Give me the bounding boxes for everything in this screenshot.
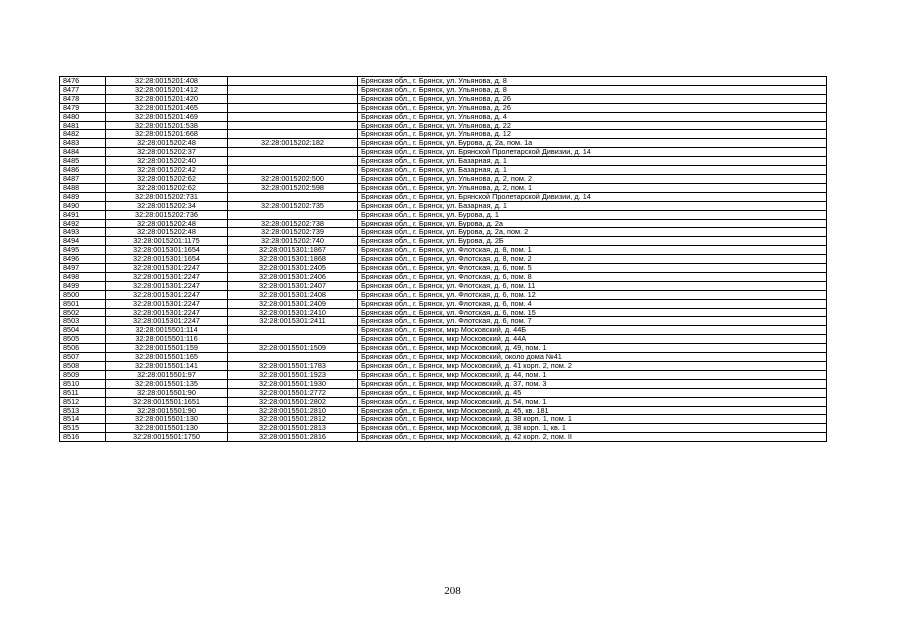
registry-table-body <box>60 77 827 442</box>
row-number-cell: 8494 <box>60 237 106 246</box>
table-row <box>60 406 827 415</box>
address-cell: Брянская обл., г. Брянск, ул. Флотская, д. 8, пом. 2 <box>358 255 827 264</box>
object-number-cell: 32:28:0015202:735 <box>228 201 358 210</box>
address-cell: Брянская обл., г. Брянск, ул. Ульянова, д. 26 <box>358 94 827 103</box>
address-cell: Брянская обл., г. Брянск, ул. Флотская, д. 6, пом. 7 <box>358 317 827 326</box>
cadastral-number-cell: 32:28:0015301:2247 <box>106 299 228 308</box>
table-row <box>60 370 827 379</box>
table-row <box>60 201 827 210</box>
object-number-cell: 32:28:0015202:740 <box>228 237 358 246</box>
address-cell: Брянская обл., г. Брянск, мкр Московский, д. 49, пом. 1 <box>358 344 827 353</box>
table-row <box>60 308 827 317</box>
row-number-cell: 8497 <box>60 264 106 273</box>
object-number-cell: 32:28:0015501:1930 <box>228 379 358 388</box>
row-number-cell: 8510 <box>60 379 106 388</box>
address-cell: Брянская обл., г. Брянск, ул. Бурова, д. 2а <box>358 219 827 228</box>
address-cell: Брянская обл., г. Брянск, ул. Ульянова, д. 22 <box>358 121 827 130</box>
object-number-cell: 32:28:0015301:1868 <box>228 255 358 264</box>
object-number-cell: 32:28:0015202:598 <box>228 183 358 192</box>
object-number-cell <box>228 130 358 139</box>
object-number-cell: 32:28:0015301:2405 <box>228 264 358 273</box>
address-cell: Брянская обл., г. Брянск, ул. Ульянова, д. 26 <box>358 103 827 112</box>
object-number-cell <box>228 353 358 362</box>
cadastral-number-cell: 32:28:0015501:165 <box>106 353 228 362</box>
table-row <box>60 237 827 246</box>
address-cell: Брянская обл., г. Брянск, ул. Флотская, д. 8, пом. 1 <box>358 246 827 255</box>
row-number-cell: 8485 <box>60 157 106 166</box>
object-number-cell: 32:28:0015501:2802 <box>228 397 358 406</box>
table-row <box>60 228 827 237</box>
cadastral-number-cell: 32:28:0015202:40 <box>106 157 228 166</box>
row-number-cell: 8503 <box>60 317 106 326</box>
row-number-cell: 8480 <box>60 112 106 121</box>
address-cell: Брянская обл., г. Брянск, ул. Базарная, д. 1 <box>358 166 827 175</box>
table-row <box>60 317 827 326</box>
row-number-cell: 8482 <box>60 130 106 139</box>
object-number-cell: 32:28:0015301:2409 <box>228 299 358 308</box>
row-number-cell: 8483 <box>60 139 106 148</box>
row-number-cell: 8504 <box>60 326 106 335</box>
table-row <box>60 281 827 290</box>
row-number-cell: 8495 <box>60 246 106 255</box>
object-number-cell: 32:28:0015301:1867 <box>228 246 358 255</box>
table-row <box>60 264 827 273</box>
table-row <box>60 219 827 228</box>
address-cell: Брянская обл., г. Брянск, ул. Брянской Пролетарской Дивизии, д. 14 <box>358 148 827 157</box>
row-number-cell: 8490 <box>60 201 106 210</box>
cadastral-number-cell: 32:28:0015501:135 <box>106 379 228 388</box>
row-number-cell: 8476 <box>60 77 106 86</box>
cadastral-number-cell: 32:28:0015202:37 <box>106 148 228 157</box>
address-cell: Брянская обл., г. Брянск, мкр Московский, около дома №41 <box>358 353 827 362</box>
address-cell: Брянская обл., г. Брянск, ул. Ульянова, д. 2, пом. 1 <box>358 183 827 192</box>
table-row <box>60 344 827 353</box>
object-number-cell <box>228 112 358 121</box>
cadastral-number-cell: 32:28:0015301:2247 <box>106 272 228 281</box>
row-number-cell: 8479 <box>60 103 106 112</box>
address-cell: Брянская обл., г. Брянск, ул. Бурова, д. 2а, пом. 1а <box>358 139 827 148</box>
object-number-cell: 32:28:0015202:182 <box>228 139 358 148</box>
cadastral-number-cell: 32:28:0015201:469 <box>106 112 228 121</box>
address-cell: Брянская обл., г. Брянск, ул. Флотская, д. 6, пом. 11 <box>358 281 827 290</box>
row-number-cell: 8489 <box>60 192 106 201</box>
cadastral-number-cell: 32:28:0015201:420 <box>106 94 228 103</box>
table-row <box>60 290 827 299</box>
address-cell: Брянская обл., г. Брянск, мкр Московский, д. 37, пом. 3 <box>358 379 827 388</box>
table-row <box>60 85 827 94</box>
cadastral-number-cell: 32:28:0015501:97 <box>106 370 228 379</box>
table-row <box>60 379 827 388</box>
table-row <box>60 272 827 281</box>
object-number-cell <box>228 103 358 112</box>
row-number-cell: 8509 <box>60 370 106 379</box>
object-number-cell <box>228 192 358 201</box>
row-number-cell: 8507 <box>60 353 106 362</box>
row-number-cell: 8506 <box>60 344 106 353</box>
row-number-cell: 8501 <box>60 299 106 308</box>
object-number-cell: 32:28:0015501:2813 <box>228 424 358 433</box>
address-cell: Брянская обл., г. Брянск, ул. Базарная, д. 1 <box>358 157 827 166</box>
row-number-cell: 8491 <box>60 210 106 219</box>
cadastral-number-cell: 32:28:0015501:130 <box>106 424 228 433</box>
cadastral-number-cell: 32:28:0015202:62 <box>106 174 228 183</box>
row-number-cell: 8505 <box>60 335 106 344</box>
cadastral-number-cell: 32:28:0015202:48 <box>106 139 228 148</box>
table-row <box>60 326 827 335</box>
row-number-cell: 8515 <box>60 424 106 433</box>
table-row <box>60 192 827 201</box>
cadastral-number-cell: 32:28:0015202:34 <box>106 201 228 210</box>
cadastral-number-cell: 32:28:0015201:1175 <box>106 237 228 246</box>
object-number-cell: 32:28:0015501:2772 <box>228 388 358 397</box>
cadastral-number-cell: 32:28:0015501:90 <box>106 406 228 415</box>
row-number-cell: 8477 <box>60 85 106 94</box>
address-cell: Брянская обл., г. Брянск, мкр Московский, д. 45 <box>358 388 827 397</box>
address-cell: Брянская обл., г. Брянск, мкр Московский, д. 38 корп. 1, пом. 1 <box>358 415 827 424</box>
cadastral-number-cell: 32:28:0015201:465 <box>106 103 228 112</box>
cadastral-number-cell: 32:28:0015201:538 <box>106 121 228 130</box>
object-number-cell: 32:28:0015501:2816 <box>228 433 358 442</box>
cadastral-number-cell: 32:28:0015202:731 <box>106 192 228 201</box>
object-number-cell <box>228 157 358 166</box>
object-number-cell: 32:28:0015202:500 <box>228 174 358 183</box>
row-number-cell: 8502 <box>60 308 106 317</box>
object-number-cell: 32:28:0015501:1509 <box>228 344 358 353</box>
table-row <box>60 94 827 103</box>
row-number-cell: 8514 <box>60 415 106 424</box>
address-cell: Брянская обл., г. Брянск, ул. Базарная, д. 1 <box>358 201 827 210</box>
row-number-cell: 8492 <box>60 219 106 228</box>
row-number-cell: 8496 <box>60 255 106 264</box>
address-cell: Брянская обл., г. Брянск, мкр Московский, д. 45, кв. 181 <box>358 406 827 415</box>
row-number-cell: 8478 <box>60 94 106 103</box>
cadastral-number-cell: 32:28:0015501:141 <box>106 362 228 371</box>
table-row <box>60 166 827 175</box>
cadastral-number-cell: 32:28:0015301:1654 <box>106 246 228 255</box>
object-number-cell <box>228 148 358 157</box>
object-number-cell: 32:28:0015501:1783 <box>228 362 358 371</box>
table-row <box>60 362 827 371</box>
registry-table <box>59 76 827 442</box>
row-number-cell: 8500 <box>60 290 106 299</box>
cadastral-number-cell: 32:28:0015202:42 <box>106 166 228 175</box>
cadastral-number-cell: 32:28:0015202:48 <box>106 219 228 228</box>
address-cell: Брянская обл., г. Брянск, ул. Ульянова, д. 2, пом. 2 <box>358 174 827 183</box>
table-row <box>60 157 827 166</box>
table-row <box>60 397 827 406</box>
cadastral-number-cell: 32:28:0015501:1651 <box>106 397 228 406</box>
cadastral-number-cell: 32:28:0015201:668 <box>106 130 228 139</box>
object-number-cell <box>228 85 358 94</box>
table-row <box>60 299 827 308</box>
table-row <box>60 121 827 130</box>
address-cell: Брянская обл., г. Брянск, мкр Московский, д. 54, пом. 1 <box>358 397 827 406</box>
address-cell: Брянская обл., г. Брянск, ул. Флотская, д. 6, пом. 8 <box>358 272 827 281</box>
object-number-cell: 32:28:0015501:2812 <box>228 415 358 424</box>
address-cell: Брянская обл., г. Брянск, ул. Флотская, д. 6, пом. 12 <box>358 290 827 299</box>
cadastral-number-cell: 32:28:0015501:1750 <box>106 433 228 442</box>
row-number-cell: 8512 <box>60 397 106 406</box>
object-number-cell <box>228 335 358 344</box>
address-cell: Брянская обл., г. Брянск, мкр Московский, д. 44Б <box>358 326 827 335</box>
object-number-cell: 32:28:0015301:2407 <box>228 281 358 290</box>
cadastral-number-cell: 32:28:0015501:130 <box>106 415 228 424</box>
address-cell: Брянская обл., г. Брянск, ул. Бурова, д. 1 <box>358 210 827 219</box>
address-cell: Брянская обл., г. Брянск, мкр Московский, д. 41 корп. 2, пом. 2 <box>358 362 827 371</box>
table-row <box>60 174 827 183</box>
table-row <box>60 139 827 148</box>
cadastral-number-cell: 32:28:0015202:62 <box>106 183 228 192</box>
row-number-cell: 8493 <box>60 228 106 237</box>
object-number-cell: 32:28:0015202:739 <box>228 228 358 237</box>
row-number-cell: 8508 <box>60 362 106 371</box>
address-cell: Брянская обл., г. Брянск, мкр Московский, д. 42 корп. 2, пом. II <box>358 433 827 442</box>
table-row <box>60 112 827 121</box>
object-number-cell <box>228 326 358 335</box>
cadastral-number-cell: 32:28:0015301:2247 <box>106 290 228 299</box>
row-number-cell: 8516 <box>60 433 106 442</box>
table-row <box>60 130 827 139</box>
table-row <box>60 335 827 344</box>
object-number-cell: 32:28:0015301:2410 <box>228 308 358 317</box>
row-number-cell: 8481 <box>60 121 106 130</box>
table-row <box>60 388 827 397</box>
table-row <box>60 424 827 433</box>
table-row <box>60 103 827 112</box>
cadastral-number-cell: 32:28:0015301:1654 <box>106 255 228 264</box>
object-number-cell <box>228 210 358 219</box>
object-number-cell: 32:28:0015202:738 <box>228 219 358 228</box>
page-number: 208 <box>444 585 461 597</box>
address-cell: Брянская обл., г. Брянск, мкр Московский, д. 38 корп. 1, кв. 1 <box>358 424 827 433</box>
table-row <box>60 210 827 219</box>
address-cell: Брянская обл., г. Брянск, ул. Ульянова, д. 8 <box>358 77 827 86</box>
cadastral-number-cell: 32:28:0015301:2247 <box>106 308 228 317</box>
object-number-cell: 32:28:0015301:2408 <box>228 290 358 299</box>
address-cell: Брянская обл., г. Брянск, ул. Флотская, д. 6, пом. 5 <box>358 264 827 273</box>
object-number-cell <box>228 121 358 130</box>
address-cell: Брянская обл., г. Брянск, мкр Московский, д. 44А <box>358 335 827 344</box>
row-number-cell: 8484 <box>60 148 106 157</box>
address-cell: Брянская обл., г. Брянск, ул. Бурова, д. 2а, пом. 2 <box>358 228 827 237</box>
table-row <box>60 148 827 157</box>
object-number-cell: 32:28:0015301:2411 <box>228 317 358 326</box>
table-row <box>60 415 827 424</box>
object-number-cell: 32:28:0015301:2406 <box>228 272 358 281</box>
table-row <box>60 246 827 255</box>
row-number-cell: 8513 <box>60 406 106 415</box>
cadastral-number-cell: 32:28:0015501:159 <box>106 344 228 353</box>
cadastral-number-cell: 32:28:0015501:116 <box>106 335 228 344</box>
row-number-cell: 8486 <box>60 166 106 175</box>
cadastral-number-cell: 32:28:0015202:736 <box>106 210 228 219</box>
table-row <box>60 353 827 362</box>
address-cell: Брянская обл., г. Брянск, ул. Ульянова, д. 8 <box>358 85 827 94</box>
address-cell: Брянская обл., г. Брянск, ул. Ульянова, д. 4 <box>358 112 827 121</box>
object-number-cell <box>228 166 358 175</box>
object-number-cell: 32:28:0015501:1923 <box>228 370 358 379</box>
address-cell: Брянская обл., г. Брянск, мкр Московский, д. 44, пом. 1 <box>358 370 827 379</box>
table-row <box>60 77 827 86</box>
table-row <box>60 183 827 192</box>
address-cell: Брянская обл., г. Брянск, ул. Брянской Пролетарской Дивизии, д. 14 <box>358 192 827 201</box>
row-number-cell: 8511 <box>60 388 106 397</box>
cadastral-number-cell: 32:28:0015501:90 <box>106 388 228 397</box>
object-number-cell <box>228 77 358 86</box>
row-number-cell: 8487 <box>60 174 106 183</box>
object-number-cell: 32:28:0015501:2810 <box>228 406 358 415</box>
cadastral-number-cell: 32:28:0015201:412 <box>106 85 228 94</box>
object-number-cell <box>228 94 358 103</box>
table-row <box>60 433 827 442</box>
cadastral-number-cell: 32:28:0015201:408 <box>106 77 228 86</box>
table-row <box>60 255 827 264</box>
address-cell: Брянская обл., г. Брянск, ул. Бурова, д. 2Б <box>358 237 827 246</box>
row-number-cell: 8498 <box>60 272 106 281</box>
cadastral-number-cell: 32:28:0015202:48 <box>106 228 228 237</box>
row-number-cell: 8499 <box>60 281 106 290</box>
row-number-cell: 8488 <box>60 183 106 192</box>
address-cell: Брянская обл., г. Брянск, ул. Ульянова, д. 12 <box>358 130 827 139</box>
cadastral-number-cell: 32:28:0015301:2247 <box>106 281 228 290</box>
cadastral-number-cell: 32:28:0015501:114 <box>106 326 228 335</box>
cadastral-number-cell: 32:28:0015301:2247 <box>106 264 228 273</box>
address-cell: Брянская обл., г. Брянск, ул. Флотская, д. 6, пом. 4 <box>358 299 827 308</box>
cadastral-number-cell: 32:28:0015301:2247 <box>106 317 228 326</box>
address-cell: Брянская обл., г. Брянск, ул. Флотская, д. 6, пом. 15 <box>358 308 827 317</box>
